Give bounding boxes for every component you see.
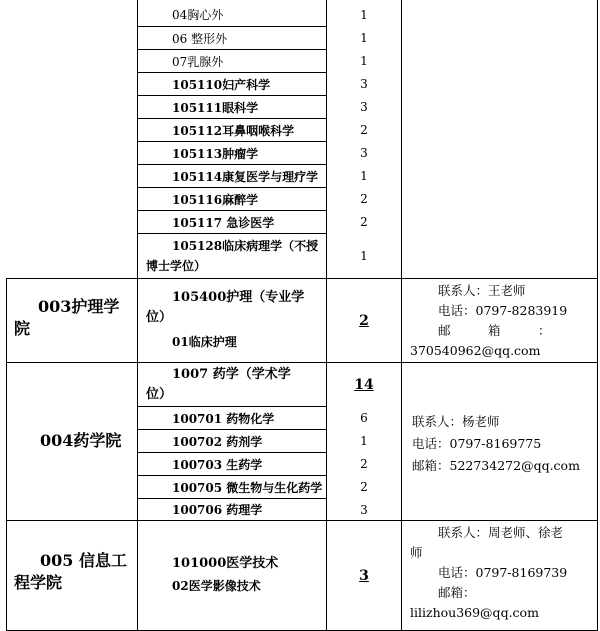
contact-info: [402, 281, 597, 361]
major-cell: 105111眼科学: [172, 100, 259, 115]
college-name-line2: 程学院: [14, 573, 63, 592]
count-cell: 1: [360, 169, 368, 183]
major-cell: 105117 急诊医学: [172, 215, 275, 230]
major-name-line1: 105400护理（专业学: [172, 290, 305, 305]
contact-email: lilizhou369@qq.com: [410, 605, 539, 620]
count-cell: 1: [360, 54, 368, 68]
contact-info: [402, 411, 597, 477]
major-name-line2: 位）: [146, 387, 173, 402]
count-cell: 1: [360, 249, 368, 263]
direction-cell: 06 整形外: [172, 31, 228, 46]
count-cell: 2: [360, 123, 368, 137]
count-cell: 1: [360, 434, 368, 448]
contact-person: 联系人：王老师: [438, 283, 526, 298]
section-divider: [6, 520, 598, 521]
direction-cell: 07乳腺外: [172, 54, 224, 69]
major-cell: [138, 288, 326, 352]
major-cell: 105116麻醉学: [172, 192, 259, 207]
direction-name: 01临床护理: [172, 335, 237, 349]
count-cell: 1: [360, 7, 368, 22]
contact-phone: 电话：0797-8283919: [438, 303, 568, 318]
section-divider: [6, 278, 598, 279]
college-name: [8, 296, 137, 340]
college-name: 004药学院: [40, 431, 122, 450]
count-cell: 2: [360, 480, 368, 494]
row-divider: [137, 233, 327, 234]
major-cell: 105110妇产科学: [172, 77, 271, 92]
contact-email-label: 邮箱：: [438, 585, 476, 600]
major-cell: [138, 553, 326, 597]
major-name-line2: 博士学位）: [146, 259, 207, 273]
count-cell: 2: [360, 215, 368, 229]
table-border-left: [6, 278, 7, 631]
contact-person: 联系人：周老师、徐老: [438, 525, 564, 540]
contact-phone: 电话：0797-8169739: [438, 565, 568, 580]
count-cell: 2: [360, 192, 368, 206]
count-cell: 3: [360, 502, 368, 517]
major-name-line1: 1007 药学（学术学: [172, 367, 291, 382]
contact-info: [402, 523, 597, 623]
total-count: 3: [359, 567, 369, 584]
count-cell: 3: [360, 146, 368, 160]
count-cell: 3: [360, 100, 368, 114]
contact-phone: 电话：0797-8169775: [412, 436, 542, 451]
college-name-line1: 005 信息工: [40, 551, 127, 570]
direction-name: 02医学影像技术: [172, 579, 261, 593]
major-cell: 105114康复医学与理疗学: [172, 169, 319, 184]
total-count: 14: [354, 376, 374, 393]
count-cell: 3: [360, 77, 368, 91]
section-divider: [6, 362, 598, 363]
direction-cell: 100703 生药学: [172, 457, 263, 472]
major-cell: 105112耳鼻咽喉科学: [172, 123, 295, 138]
contact-email-label: 邮 箱 ：: [438, 323, 551, 338]
direction-cell: 100706 药理学: [172, 503, 263, 517]
contact-email: 370540962@qq.com: [410, 343, 541, 358]
major-name: 101000医学技术: [172, 556, 279, 571]
contact-person-cont: 师: [410, 545, 423, 560]
count-cell: 1: [360, 31, 368, 45]
college-name-line2: 院: [14, 319, 31, 338]
major-cell: 105113肿瘤学: [172, 146, 259, 161]
college-name: [8, 550, 137, 594]
direction-cell: 100702 药剂学: [172, 434, 263, 449]
contact-email: 邮箱：522734272@qq.com: [412, 458, 580, 473]
direction-cell: 100701 药物化学: [172, 411, 275, 426]
major-cell: [138, 365, 326, 405]
count-cell: 6: [360, 411, 368, 425]
count-cell: 2: [360, 457, 368, 471]
table-border-right: [597, 0, 598, 631]
major-cell: [138, 236, 326, 278]
direction-cell: 100705 微生物与生化药学: [172, 480, 323, 495]
college-name-line1: 003护理学: [38, 297, 120, 316]
major-name-line1: 105128临床病理学（不授: [172, 239, 319, 253]
contact-person: 联系人：杨老师: [412, 414, 500, 429]
major-name-line2: 位）: [146, 310, 173, 325]
direction-cell: 04胸心外: [172, 8, 224, 22]
total-count: 2: [359, 312, 369, 329]
